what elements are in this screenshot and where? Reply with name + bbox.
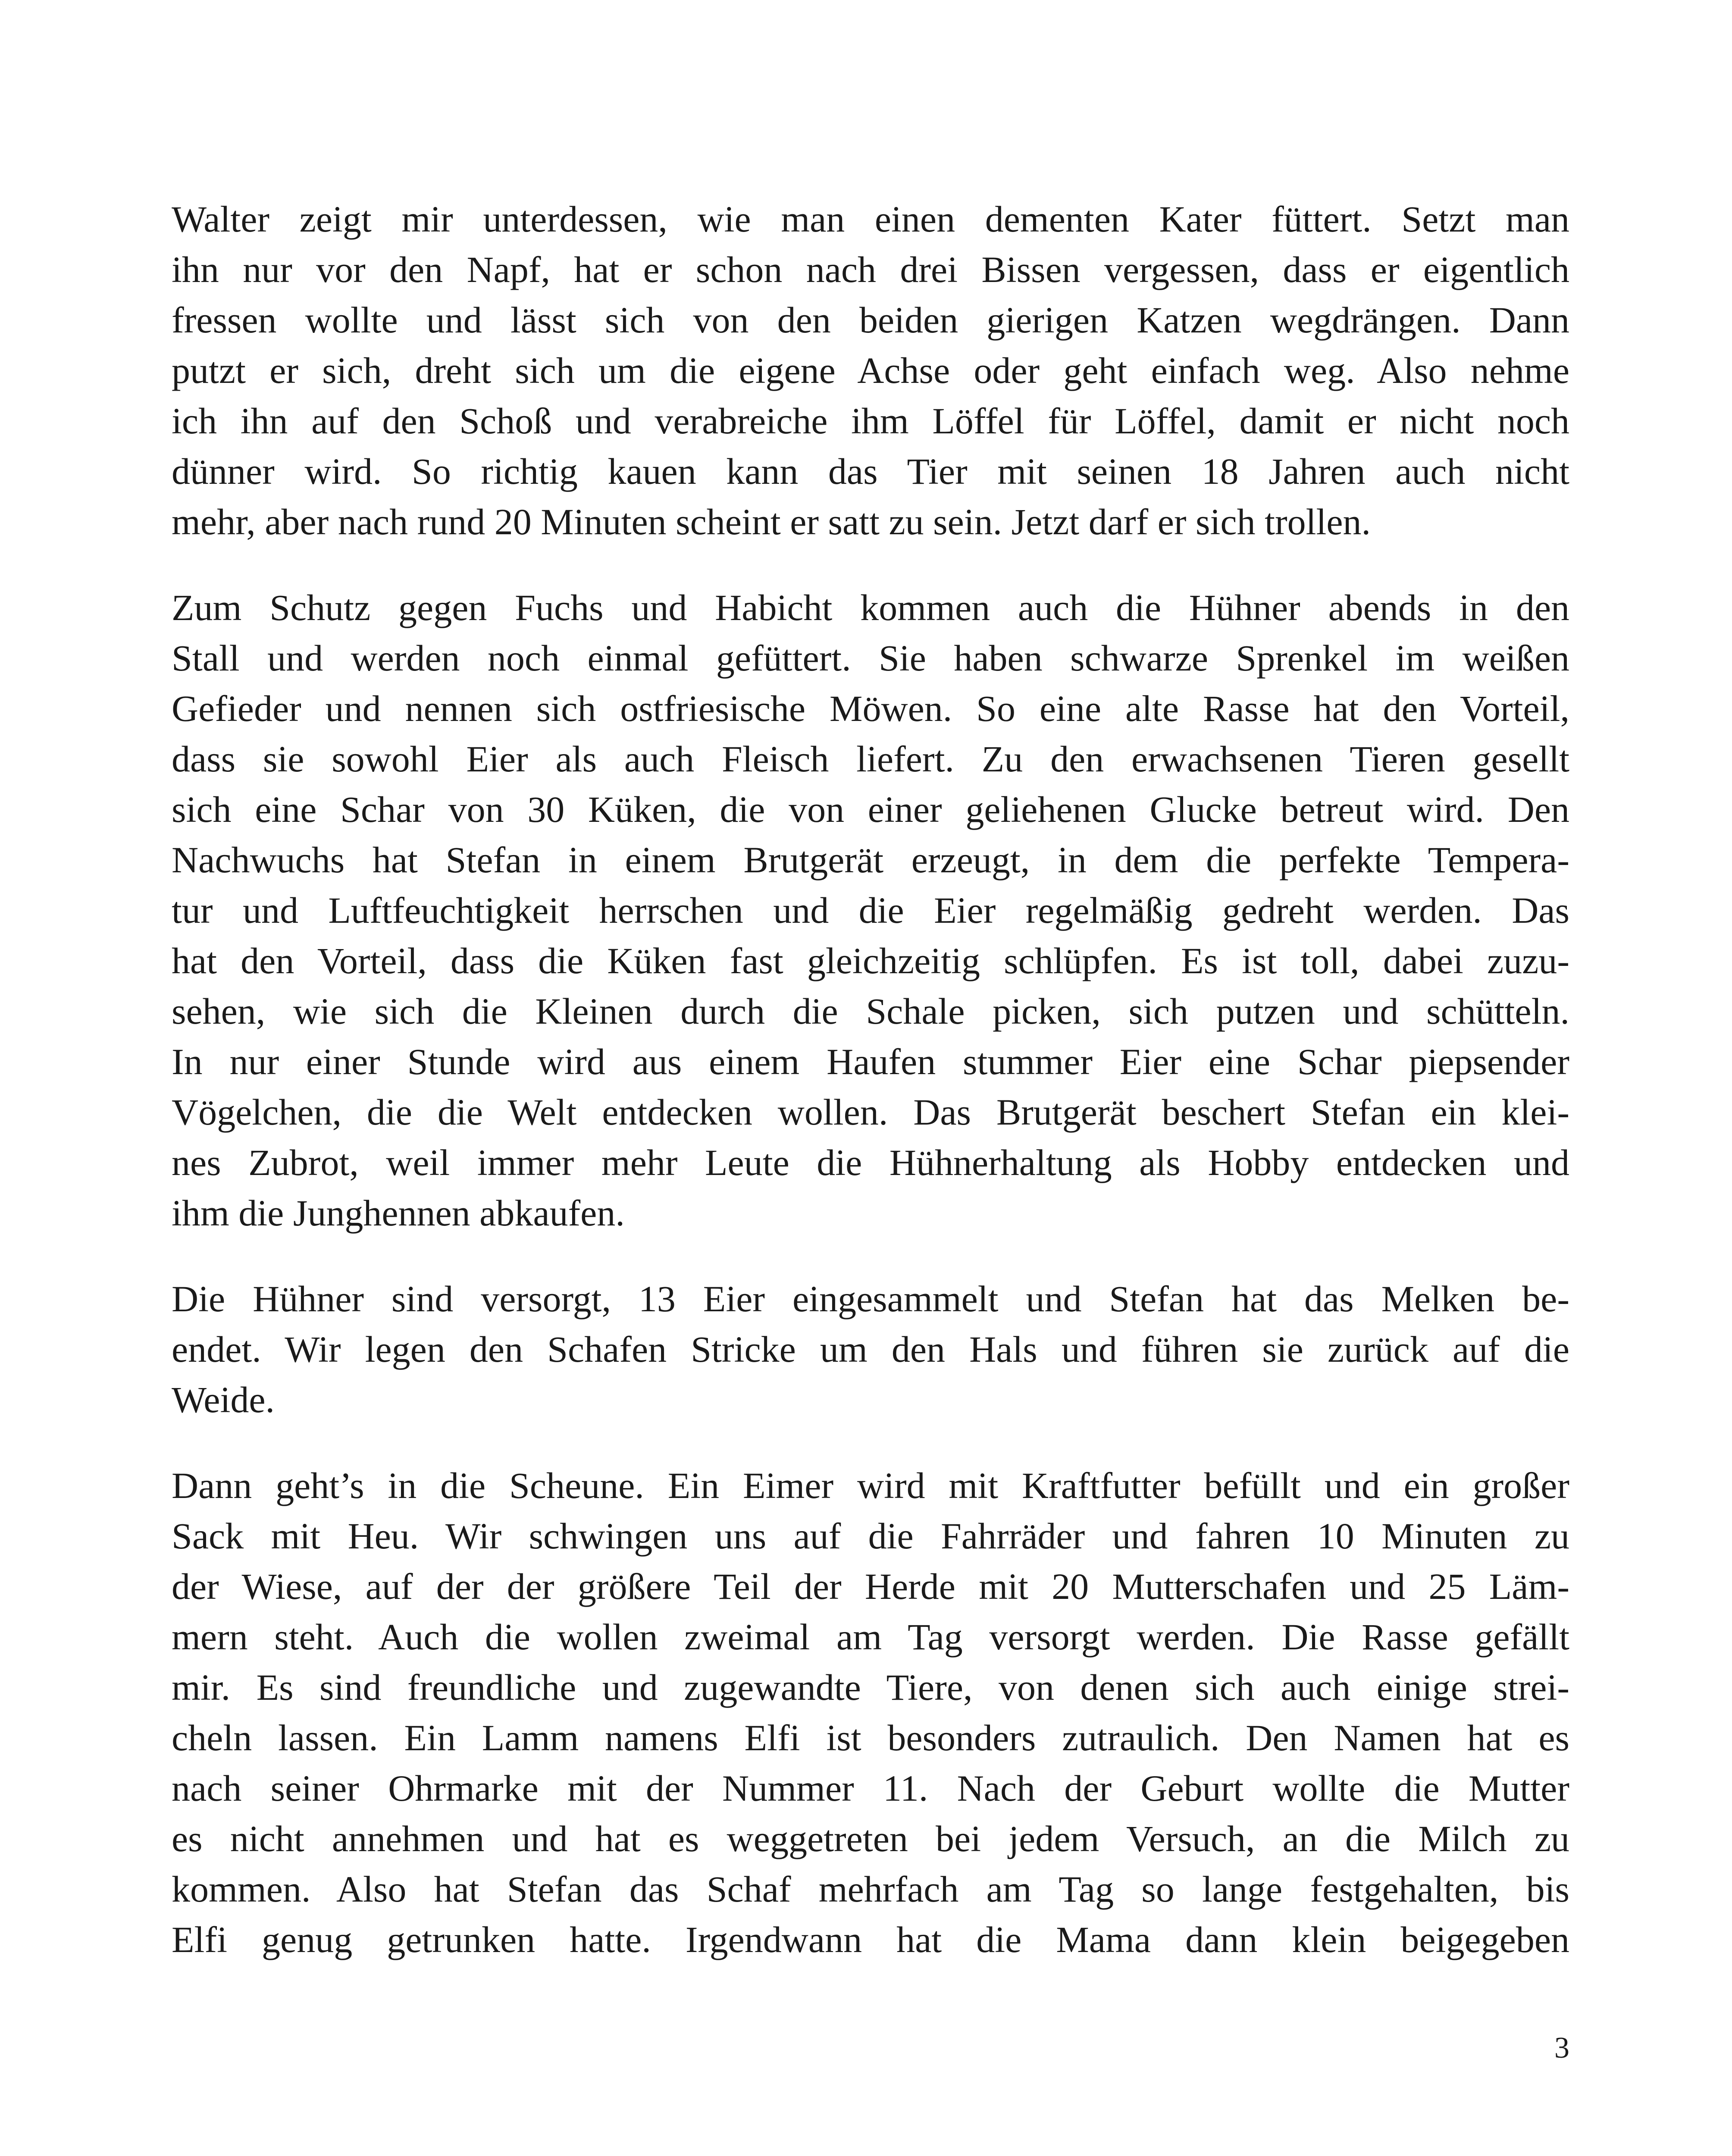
text-line: putzt er sich, dreht sich um die eigene Achse oder geht einfach weg. Also nehme xyxy=(172,350,1569,391)
text-line: ihn nur vor den Napf, hat er schon nach drei Bissen vergessen, dass er eigentlich xyxy=(172,249,1569,290)
text-line: Nachwuchs hat Stefan in einem Brutgerät erzeugt, in dem die perfekte Tempera- xyxy=(172,839,1569,881)
text-line: es nicht annehmen und hat es weggetreten bei jedem Versuch, an die Milch zu xyxy=(172,1818,1569,1859)
text-line: Dann geht’s in die Scheune. Ein Eimer wird mit Kraftfutter befüllt und ein großer xyxy=(172,1465,1569,1506)
text-line: fressen wollte und lässt sich von den beiden gierigen Katzen wegdrängen. Dann xyxy=(172,299,1569,341)
paragraph-3 xyxy=(172,1274,1569,1425)
text-line: Gefieder und nennen sich ostfriesische Möwen. So eine alte Rasse hat den Vorteil, xyxy=(172,688,1569,729)
page-body xyxy=(172,194,1569,2000)
text-line: sich eine Schar von 30 Küken, die von einer geliehenen Glucke betreut wird. Den xyxy=(172,789,1569,830)
text-line: Die Hühner sind versorgt, 13 Eier eingesammelt und Stefan hat das Melken be- xyxy=(172,1278,1569,1319)
text-line: dünner wird. So richtig kauen kann das Tier mit seinen 18 Jahren auch nicht xyxy=(172,451,1569,492)
text-line: Stall und werden noch einmal gefüttert. Sie haben schwarze Sprenkel im weißen xyxy=(172,637,1569,679)
text-line: Weide. xyxy=(172,1379,275,1420)
text-line: mir. Es sind freundliche und zugewandte Tiere, von denen sich auch einige strei- xyxy=(172,1667,1569,1708)
text-line: cheln lassen. Ein Lamm namens Elfi ist besonders zutraulich. Den Namen hat es xyxy=(172,1717,1569,1758)
text-line: hat den Vorteil, dass die Küken fast gleichzeitig schlüpfen. Es ist toll, dabei zuzu- xyxy=(172,940,1569,981)
paragraph-2 xyxy=(172,583,1569,1238)
text-line: nach seiner Ohrmarke mit der Nummer 11. Nach der Geburt wollte die Mutter xyxy=(172,1767,1569,1809)
text-line: tur und Luftfeuchtigkeit herrschen und die Eier regelmäßig gedreht werden. Das xyxy=(172,890,1569,931)
text-line: Walter zeigt mir unterdessen, wie man einen dementen Kater füttert. Setzt man xyxy=(172,198,1569,240)
paragraph-4 xyxy=(172,1460,1569,1965)
text-line: ich ihn auf den Schoß und verabreiche ihm Löffel für Löffel, damit er nicht noch xyxy=(172,400,1569,442)
text-line: dass sie sowohl Eier als auch Fleisch liefert. Zu den erwachsenen Tieren gesellt xyxy=(172,738,1569,780)
text-line: ihm die Junghennen abkaufen. xyxy=(172,1192,625,1234)
text-line: endet. Wir legen den Schafen Stricke um den Hals und führen sie zurück auf die xyxy=(172,1329,1569,1370)
text-line: Vögelchen, die die Welt entdecken wollen. Das Brutgerät beschert Stefan ein klei- xyxy=(172,1091,1569,1133)
text-line: Sack mit Heu. Wir schwingen uns auf die Fahrräder und fahren 10 Minuten zu xyxy=(172,1515,1569,1557)
page-number: 3 xyxy=(1554,2031,1569,2065)
text-line: kommen. Also hat Stefan das Schaf mehrfach am Tag so lange festgehalten, bis xyxy=(172,1868,1569,1910)
text-line: der Wiese, auf der der größere Teil der Herde mit 20 Mutterschafen und 25 Läm- xyxy=(172,1566,1569,1607)
text-line: Zum Schutz gegen Fuchs und Habicht kommen auch die Hühner abends in den xyxy=(172,587,1569,628)
text-line: mern steht. Auch die wollen zweimal am Tag versorgt werden. Die Rasse gefällt xyxy=(172,1616,1569,1658)
text-line: mehr, aber nach rund 20 Minuten scheint er satt zu sein. Jetzt darf er sich trollen. xyxy=(172,501,1371,542)
text-line: nes Zubrot, weil immer mehr Leute die Hühnerhaltung als Hobby entdecken und xyxy=(172,1142,1569,1183)
text-line: sehen, wie sich die Kleinen durch die Schale picken, sich putzen und schütteln. xyxy=(172,990,1569,1032)
paragraph-1 xyxy=(172,194,1569,547)
text-line: In nur einer Stunde wird aus einem Haufen stummer Eier eine Schar piepsender xyxy=(172,1041,1569,1082)
text-line: Elfi genug getrunken hatte. Irgendwann hat die Mama dann klein beigegeben xyxy=(172,1919,1569,1960)
